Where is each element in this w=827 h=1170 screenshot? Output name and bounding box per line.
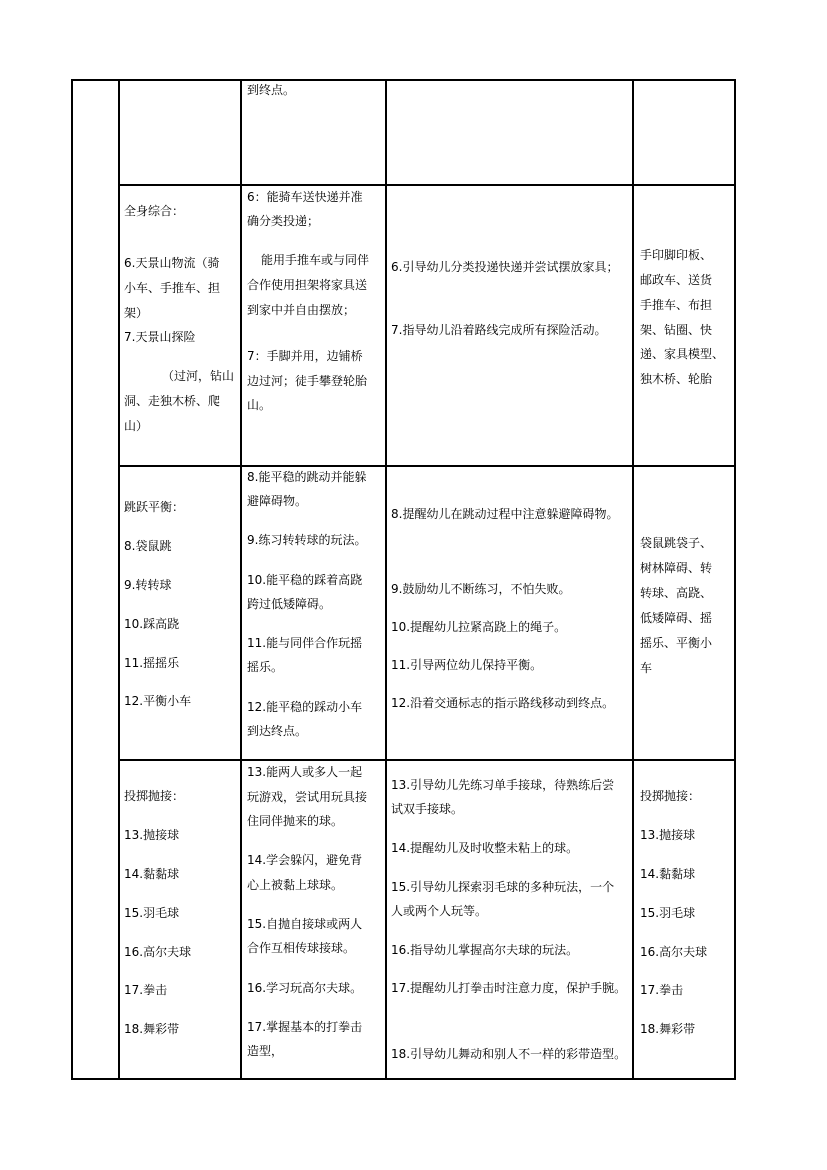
goal-text: 15.自抛自接球或两人 — [247, 917, 363, 931]
guidance-text: 17.提醒幼儿打拳击时注意力度，保护手腕。 — [391, 981, 627, 995]
activity-item: 6.天景山物流（骑 — [124, 256, 220, 270]
goal-text: 合作使用担架将家具送 — [247, 278, 368, 292]
activity-item: （过河，钻山 — [162, 369, 235, 383]
activity-item: 18.舞彩带 — [124, 1022, 180, 1036]
material-text: 16.高尔夫球 — [640, 945, 708, 959]
guidance-text: 15.引导幼儿探索羽毛球的多种玩法，一个 — [391, 880, 615, 894]
goal-text: 合作互相传球接球。 — [247, 941, 356, 955]
goal-text: 16.学习玩高尔夫球。 — [247, 981, 363, 995]
table-border-right — [734, 79, 736, 1080]
material-text: 车 — [640, 661, 653, 675]
material-text: 手推车、布担 — [640, 298, 713, 312]
guidance-text: 12.沿着交通标志的指示路线移动到终点。 — [391, 696, 615, 710]
guidance-text: 16.指导幼儿掌握高尔夫球的玩法。 — [391, 943, 579, 957]
activity-item: 架） — [124, 306, 149, 320]
guidance-text: 人或两个人玩等。 — [391, 904, 488, 918]
goal-text: 到家中并自由摆放； — [247, 303, 356, 317]
goal-text: 17.掌握基本的打拳击 — [247, 1020, 363, 1034]
activity-item: 洞、走独木桥、爬 — [124, 394, 221, 408]
guidance-text: 14.提醒幼儿及时收整未粘上的球。 — [391, 841, 579, 855]
row-divider — [119, 465, 736, 467]
guidance-text: 13.引导幼儿先练习单手接球，待熟练后尝 — [391, 778, 615, 792]
material-text: 14.黏黏球 — [640, 867, 696, 881]
row-divider — [119, 184, 736, 186]
guidance-text: 7.指导幼儿沿着路线完成所有探险活动。 — [391, 323, 607, 337]
guidance-text: 8.提醒幼儿在跳动过程中注意躲避障碍物。 — [391, 507, 619, 521]
activity-item: 15.羽毛球 — [124, 906, 180, 920]
row1-goals-cell — [247, 81, 295, 100]
goal-text: 能用手推车或与同伴 — [261, 253, 370, 267]
category-title: 投掷抛接： — [124, 789, 185, 803]
goal-text: 13.能两人或多人一起 — [247, 765, 363, 779]
activity-item: 13.抛接球 — [124, 828, 180, 842]
activity-item: 11.摇摇乐 — [124, 656, 180, 670]
category-title: 跳跃平衡： — [124, 500, 185, 514]
material-text: 投掷抛接： — [640, 789, 701, 803]
goal-text: 6：能骑车送快递并准 — [247, 190, 363, 204]
material-text: 13.抛接球 — [640, 828, 696, 842]
activity-item: 9.转转球 — [124, 578, 172, 592]
goal-text: 边过河；徒手攀登轮胎 — [247, 374, 368, 388]
table-border-left — [71, 79, 73, 1080]
material-text: 转球、高跷、 — [640, 586, 713, 600]
material-text: 独木桥、轮胎 — [640, 372, 713, 386]
goal-text: 10.能平稳的踩着高跷 — [247, 573, 363, 587]
goal-text: 心上被黏上球球。 — [247, 878, 344, 892]
activity-item: 17.拳击 — [124, 983, 168, 997]
table-border-bottom — [71, 1078, 736, 1080]
activity-item: 14.黏黏球 — [124, 867, 180, 881]
goal-text: 玩游戏，尝试用玩具接 — [247, 790, 368, 804]
goal-text: 确分类投递； — [247, 214, 320, 228]
guidance-text: 试双手接球。 — [391, 802, 464, 816]
material-text: 低矮障碍、摇 — [640, 611, 713, 625]
activity-item: 小车、手推车、担 — [124, 281, 221, 295]
category-title: 全身综合： — [124, 204, 185, 218]
goal-text: 14.学会躲闪，避免背 — [247, 853, 363, 867]
activity-item: 10.踩高跷 — [124, 617, 180, 631]
material-text: 架、钻圈、快 — [640, 323, 713, 337]
goal-text: 避障碍物。 — [247, 494, 308, 508]
activity-item: 12.平衡小车 — [124, 694, 192, 708]
row-divider — [119, 759, 736, 761]
material-text: 袋鼠跳袋子、 — [640, 536, 713, 550]
goal-text: 山。 — [247, 398, 272, 412]
guidance-text: 18.引导幼儿舞动和别人不一样的彩带造型。 — [391, 1047, 627, 1061]
column-divider — [240, 79, 242, 1080]
goal-text: 造型， — [247, 1044, 284, 1058]
column-divider — [385, 79, 387, 1080]
material-text: 手印脚印板、 — [640, 248, 713, 262]
guidance-text: 10.提醒幼儿拉紧高跷上的绳子。 — [391, 620, 567, 634]
goal-text: 到达终点。 — [247, 724, 308, 738]
activity-item: 山） — [124, 419, 149, 433]
material-text: 18.舞彩带 — [640, 1022, 696, 1036]
goal-text: 11.能与同伴合作玩摇 — [247, 636, 363, 650]
goal-text: 12.能平稳的踩动小车 — [247, 700, 363, 714]
column-divider — [632, 79, 634, 1080]
goal-text: 到终点。 — [247, 83, 296, 97]
guidance-text: 11.引导两位幼儿保持平衡。 — [391, 658, 543, 672]
goal-text: 9.练习转转球的玩法。 — [247, 533, 367, 547]
material-text: 17.拳击 — [640, 983, 684, 997]
guidance-text: 6.引导幼儿分类投递快递并尝试摆放家具； — [391, 260, 619, 274]
goal-text: 住同伴抛来的球。 — [247, 814, 344, 828]
material-text: 递、家具模型、 — [640, 347, 725, 361]
activity-item: 8.袋鼠跳 — [124, 539, 172, 553]
guidance-text: 9.鼓励幼儿不断练习，不怕失败。 — [391, 582, 571, 596]
table-border-top — [71, 79, 736, 81]
material-text: 树林障碍、转 — [640, 561, 713, 575]
activity-item: 16.高尔夫球 — [124, 945, 192, 959]
goal-text: 跨过低矮障碍。 — [247, 597, 332, 611]
goal-text: 8.能平稳的跳动并能躲 — [247, 470, 367, 484]
material-text: 摇乐、平衡小 — [640, 636, 713, 650]
activity-item: 7.天景山探险 — [124, 330, 196, 344]
material-text: 15.羽毛球 — [640, 906, 696, 920]
material-text: 邮政车、送货 — [640, 273, 713, 287]
goal-text: 摇乐。 — [247, 660, 284, 674]
column-divider — [118, 79, 120, 1080]
goal-text: 7：手脚并用，边铺桥 — [247, 349, 363, 363]
